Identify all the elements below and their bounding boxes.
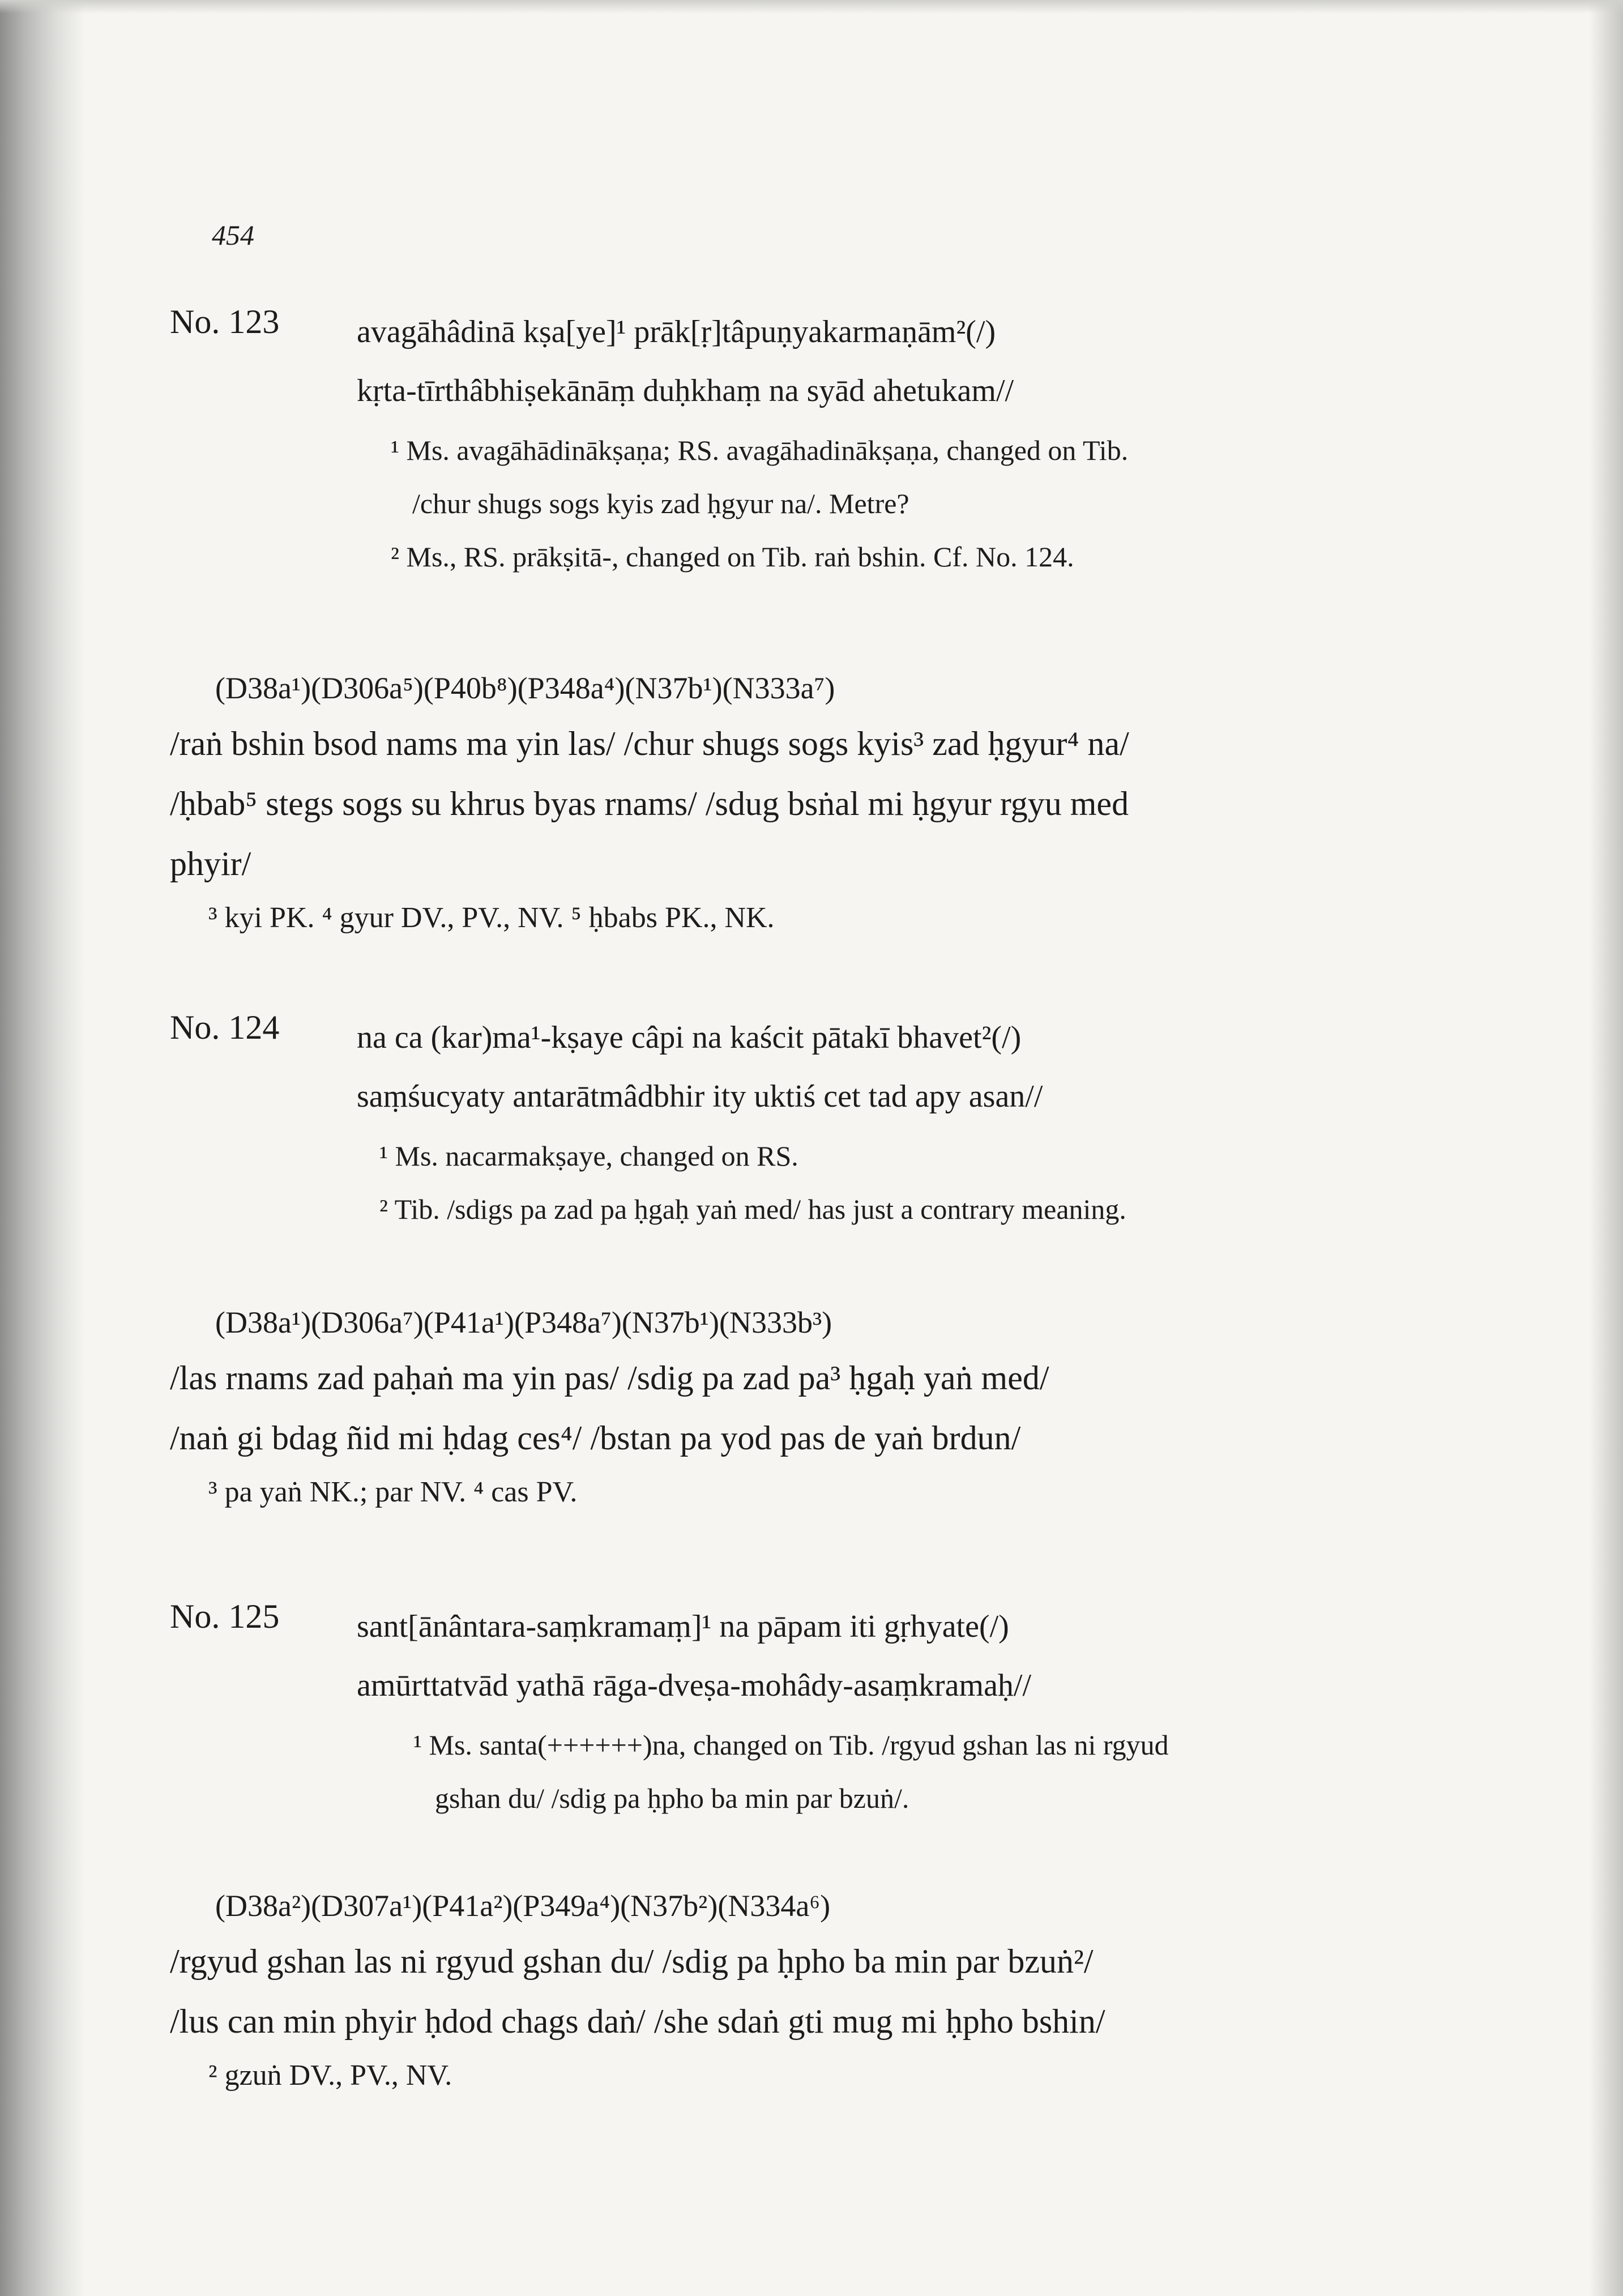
entry-label: No. 124 [170,1009,280,1046]
page-left-shadow [0,0,85,2296]
verse-line: kṛta-tīrthâbhiṣekānāṃ duḥkhaṃ na syād ahetukam// [357,373,1014,408]
source-references: (D38a¹)(D306a⁵)(P40b⁸)(P348a⁴)(N37b¹)(N333a⁷) [215,671,835,705]
verse-line: amūrttatvād yathā rāga-dveṣa-mohâdy-asaṃkramaḥ// [357,1668,1032,1703]
page-number: 454 [212,219,254,251]
tibetan-line: /ḥbab⁵ stegs sogs su khrus byas rnams/ /sdug bsṅal mi ḥgyur rgyu med [170,785,1129,822]
entry-label: No. 123 [170,303,280,340]
tibetan-line: /naṅ gi bdag ñid mi ḥdag ces⁴/ /bstan pa yod pas de yaṅ brdun/ [170,1419,1021,1457]
footnote: ¹ Ms. nacarmakṣaye, changed on RS. [379,1140,798,1172]
footnote: ² Tib. /sdigs pa zad pa ḥgaḥ yaṅ med/ has just a contrary meaning. [379,1193,1126,1225]
tibetan-variants: ³ pa yaṅ NK.; par NV. ⁴ cas PV. [208,1476,578,1508]
footnotes [391,424,1484,583]
footnote-continuation: gshan du/ /sdig pa ḥpho ba min par bzuṅ/. [435,1782,909,1814]
footnote-continuation: /chur shugs sogs kyis zad ḥgyur na/. Metre? [412,488,909,519]
tibetan-line: /raṅ bshin bsod nams ma yin las/ /chur shugs sogs kyis³ zad ḥgyur⁴ na/ [170,725,1129,762]
tibetan-translation-125 [170,1880,1472,2100]
page-right-shadow [1589,0,1623,2296]
source-references: (D38a¹)(D306a⁷)(P41a¹)(P348a⁷)(N37b¹)(N333b³) [215,1305,832,1339]
verse-line: na ca (kar)ma¹-kṣaye câpi na kaścit pātakī bhavet²(/) [357,1020,1022,1055]
page-top-edge [0,0,1623,14]
tibetan-variants: ³ kyi PK. ⁴ gyur DV., PV., NV. ⁵ ḥbabs PK., NK. [208,902,775,934]
footnotes [379,1129,1472,1236]
sanskrit-verse [357,1597,1031,1715]
sanskrit-verse [357,302,1014,420]
footnote: ¹ Ms. avagāhādinākṣaṇa; RS. avagāhadinākṣaṇa, changed on Tib. [391,434,1129,466]
verse-line: avagāhâdinā kṣa[ye]¹ prāk[ṛ]tâpuṇyakarmaṇām²(/) [357,314,996,349]
footnote: ² Ms., RS. prākṣitā-, changed on Tib. raṅ bshin. Cf. No. 124. [391,541,1074,573]
source-references: (D38a²)(D307a¹)(P41a²)(P349a⁴)(N37b²)(N334a⁶) [215,1889,831,1923]
sanskrit-verse [357,1008,1043,1126]
verse-line: saṃśucyaty antarātmâdbhir ity uktiś cet tad apy asan// [357,1079,1043,1114]
tibetan-translation-124 [170,1297,1472,1517]
footnote: ¹ Ms. santa(++++++)na, changed on Tib. /rgyud gshan las ni rgyud [413,1729,1169,1761]
footnotes [413,1718,1506,1825]
tibetan-translation-123 [170,663,1472,942]
tibetan-line: /rgyud gshan las ni rgyud gshan du/ /sdig pa ḥpho ba min par bzuṅ²/ [170,1943,1094,1980]
tibetan-variants: ² gzuṅ DV., PV., NV. [208,2059,452,2092]
verse-line: sant[ānântara-saṃkramaṃ]¹ na pāpam iti gṛhyate(/) [357,1609,1009,1644]
tibetan-line: /las rnams zad paḥaṅ ma yin pas/ /sdig pa zad pa³ ḥgaḥ yaṅ med/ [170,1359,1049,1397]
entry-label: No. 125 [170,1598,280,1635]
tibetan-line: /lus can min phyir ḥdod chags daṅ/ /she sdaṅ gti mug mi ḥpho bshin/ [170,2003,1105,2040]
tibetan-line: phyir/ [170,845,251,882]
